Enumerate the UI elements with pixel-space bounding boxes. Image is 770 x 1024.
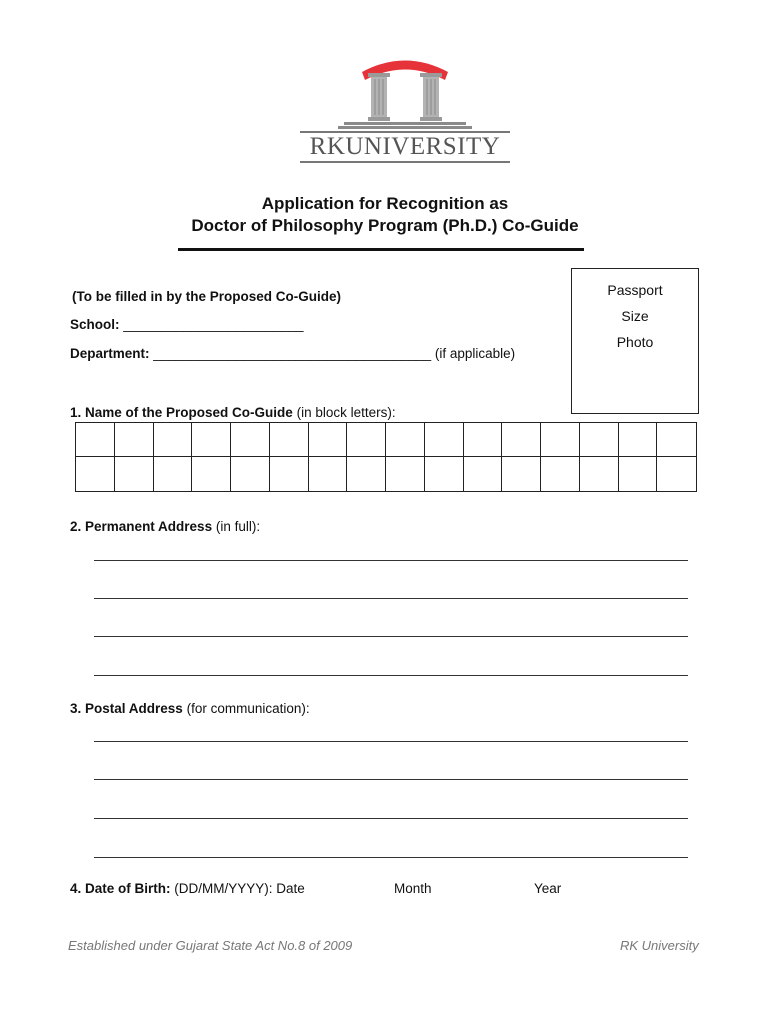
permanent-address-line-3[interactable] (94, 636, 688, 637)
title-line-1: Application for Recognition as (261, 194, 509, 213)
letter-box[interactable] (502, 457, 541, 491)
q4-note: (DD/MM/YYYY): Date (174, 881, 305, 896)
q1-label: Name of the Proposed Co-Guide (85, 405, 293, 420)
letter-box[interactable] (425, 457, 464, 491)
instructions-text: (To be filled in by the Proposed Co-Guide) (72, 289, 341, 304)
q2-number: 2. (70, 519, 82, 534)
letter-box[interactable] (76, 423, 115, 457)
footer-university-name: RK University (620, 938, 699, 953)
letter-box[interactable] (115, 457, 154, 491)
title-line-2: Doctor of Philosophy Program (Ph.D.) Co-Guide (191, 216, 579, 235)
letter-box[interactable] (619, 423, 658, 457)
dob-year-label: Year (534, 881, 562, 896)
department-row (70, 346, 515, 361)
permanent-address-line-4[interactable] (94, 675, 688, 676)
letter-box[interactable] (580, 423, 619, 457)
q3-label: Postal Address (85, 701, 183, 716)
school-row (70, 317, 303, 332)
postal-address-line-3[interactable] (94, 818, 688, 819)
letter-box[interactable] (657, 457, 696, 491)
question-1 (70, 405, 396, 420)
pillars-arch-icon (300, 55, 510, 135)
q4-label: Date of Birth: (85, 881, 171, 896)
letter-box[interactable] (270, 423, 309, 457)
letter-box[interactable] (580, 457, 619, 491)
school-label: School: (70, 317, 120, 332)
permanent-address-line-2[interactable] (94, 598, 688, 599)
question-3 (70, 701, 310, 716)
letter-box[interactable] (347, 423, 386, 457)
letter-box[interactable] (386, 457, 425, 491)
letter-box[interactable] (154, 457, 193, 491)
permanent-address-line-1[interactable] (94, 560, 688, 561)
letter-box[interactable] (270, 457, 309, 491)
letter-box[interactable] (347, 457, 386, 491)
letter-box[interactable] (76, 457, 115, 491)
letter-box[interactable] (541, 423, 580, 457)
letter-box[interactable] (386, 423, 425, 457)
letter-box[interactable] (464, 457, 503, 491)
letter-box[interactable] (657, 423, 696, 457)
letter-box[interactable] (154, 423, 193, 457)
letter-box[interactable] (115, 423, 154, 457)
letter-box[interactable] (309, 457, 348, 491)
postal-address-line-2[interactable] (94, 779, 688, 780)
university-logo (300, 55, 510, 165)
block-letter-grid (75, 422, 697, 492)
department-label: Department: (70, 346, 150, 361)
q1-note: (in block letters): (296, 405, 396, 420)
question-4 (70, 881, 305, 896)
letter-box[interactable] (541, 457, 580, 491)
letter-box[interactable] (192, 423, 231, 457)
department-field[interactable]: _____________________________________ (153, 346, 432, 361)
q3-note: (for communication): (186, 701, 310, 716)
letter-box[interactable] (502, 423, 541, 457)
q3-number: 3. (70, 701, 82, 716)
question-2 (70, 519, 260, 534)
q1-number: 1. (70, 405, 82, 420)
postal-address-line-4[interactable] (94, 857, 688, 858)
postal-address-line-1[interactable] (94, 741, 688, 742)
letter-box[interactable] (619, 457, 658, 491)
letter-box[interactable] (425, 423, 464, 457)
letter-box[interactable] (231, 423, 270, 457)
school-field[interactable]: ________________________ (123, 317, 304, 332)
q4-number: 4. (70, 881, 82, 896)
dob-month-label: Month (394, 881, 432, 896)
q2-note: (in full): (215, 519, 261, 534)
passport-photo-box[interactable] (571, 268, 699, 414)
logo-text: RKUNIVERSITY (309, 133, 501, 160)
footer-established-text: Established under Gujarat State Act No.8 of 2009 (68, 938, 353, 953)
letter-box[interactable] (192, 457, 231, 491)
letter-box[interactable] (231, 457, 270, 491)
department-note: (if applicable) (434, 346, 516, 361)
letter-box[interactable] (464, 423, 503, 457)
logo-bottom-rule (300, 161, 510, 163)
title-underline (178, 248, 584, 251)
photo-label-size: Size (621, 308, 649, 324)
letter-box[interactable] (309, 423, 348, 457)
photo-label-passport: Passport (607, 282, 663, 298)
q2-label: Permanent Address (85, 519, 213, 534)
photo-label-photo: Photo (616, 334, 654, 350)
